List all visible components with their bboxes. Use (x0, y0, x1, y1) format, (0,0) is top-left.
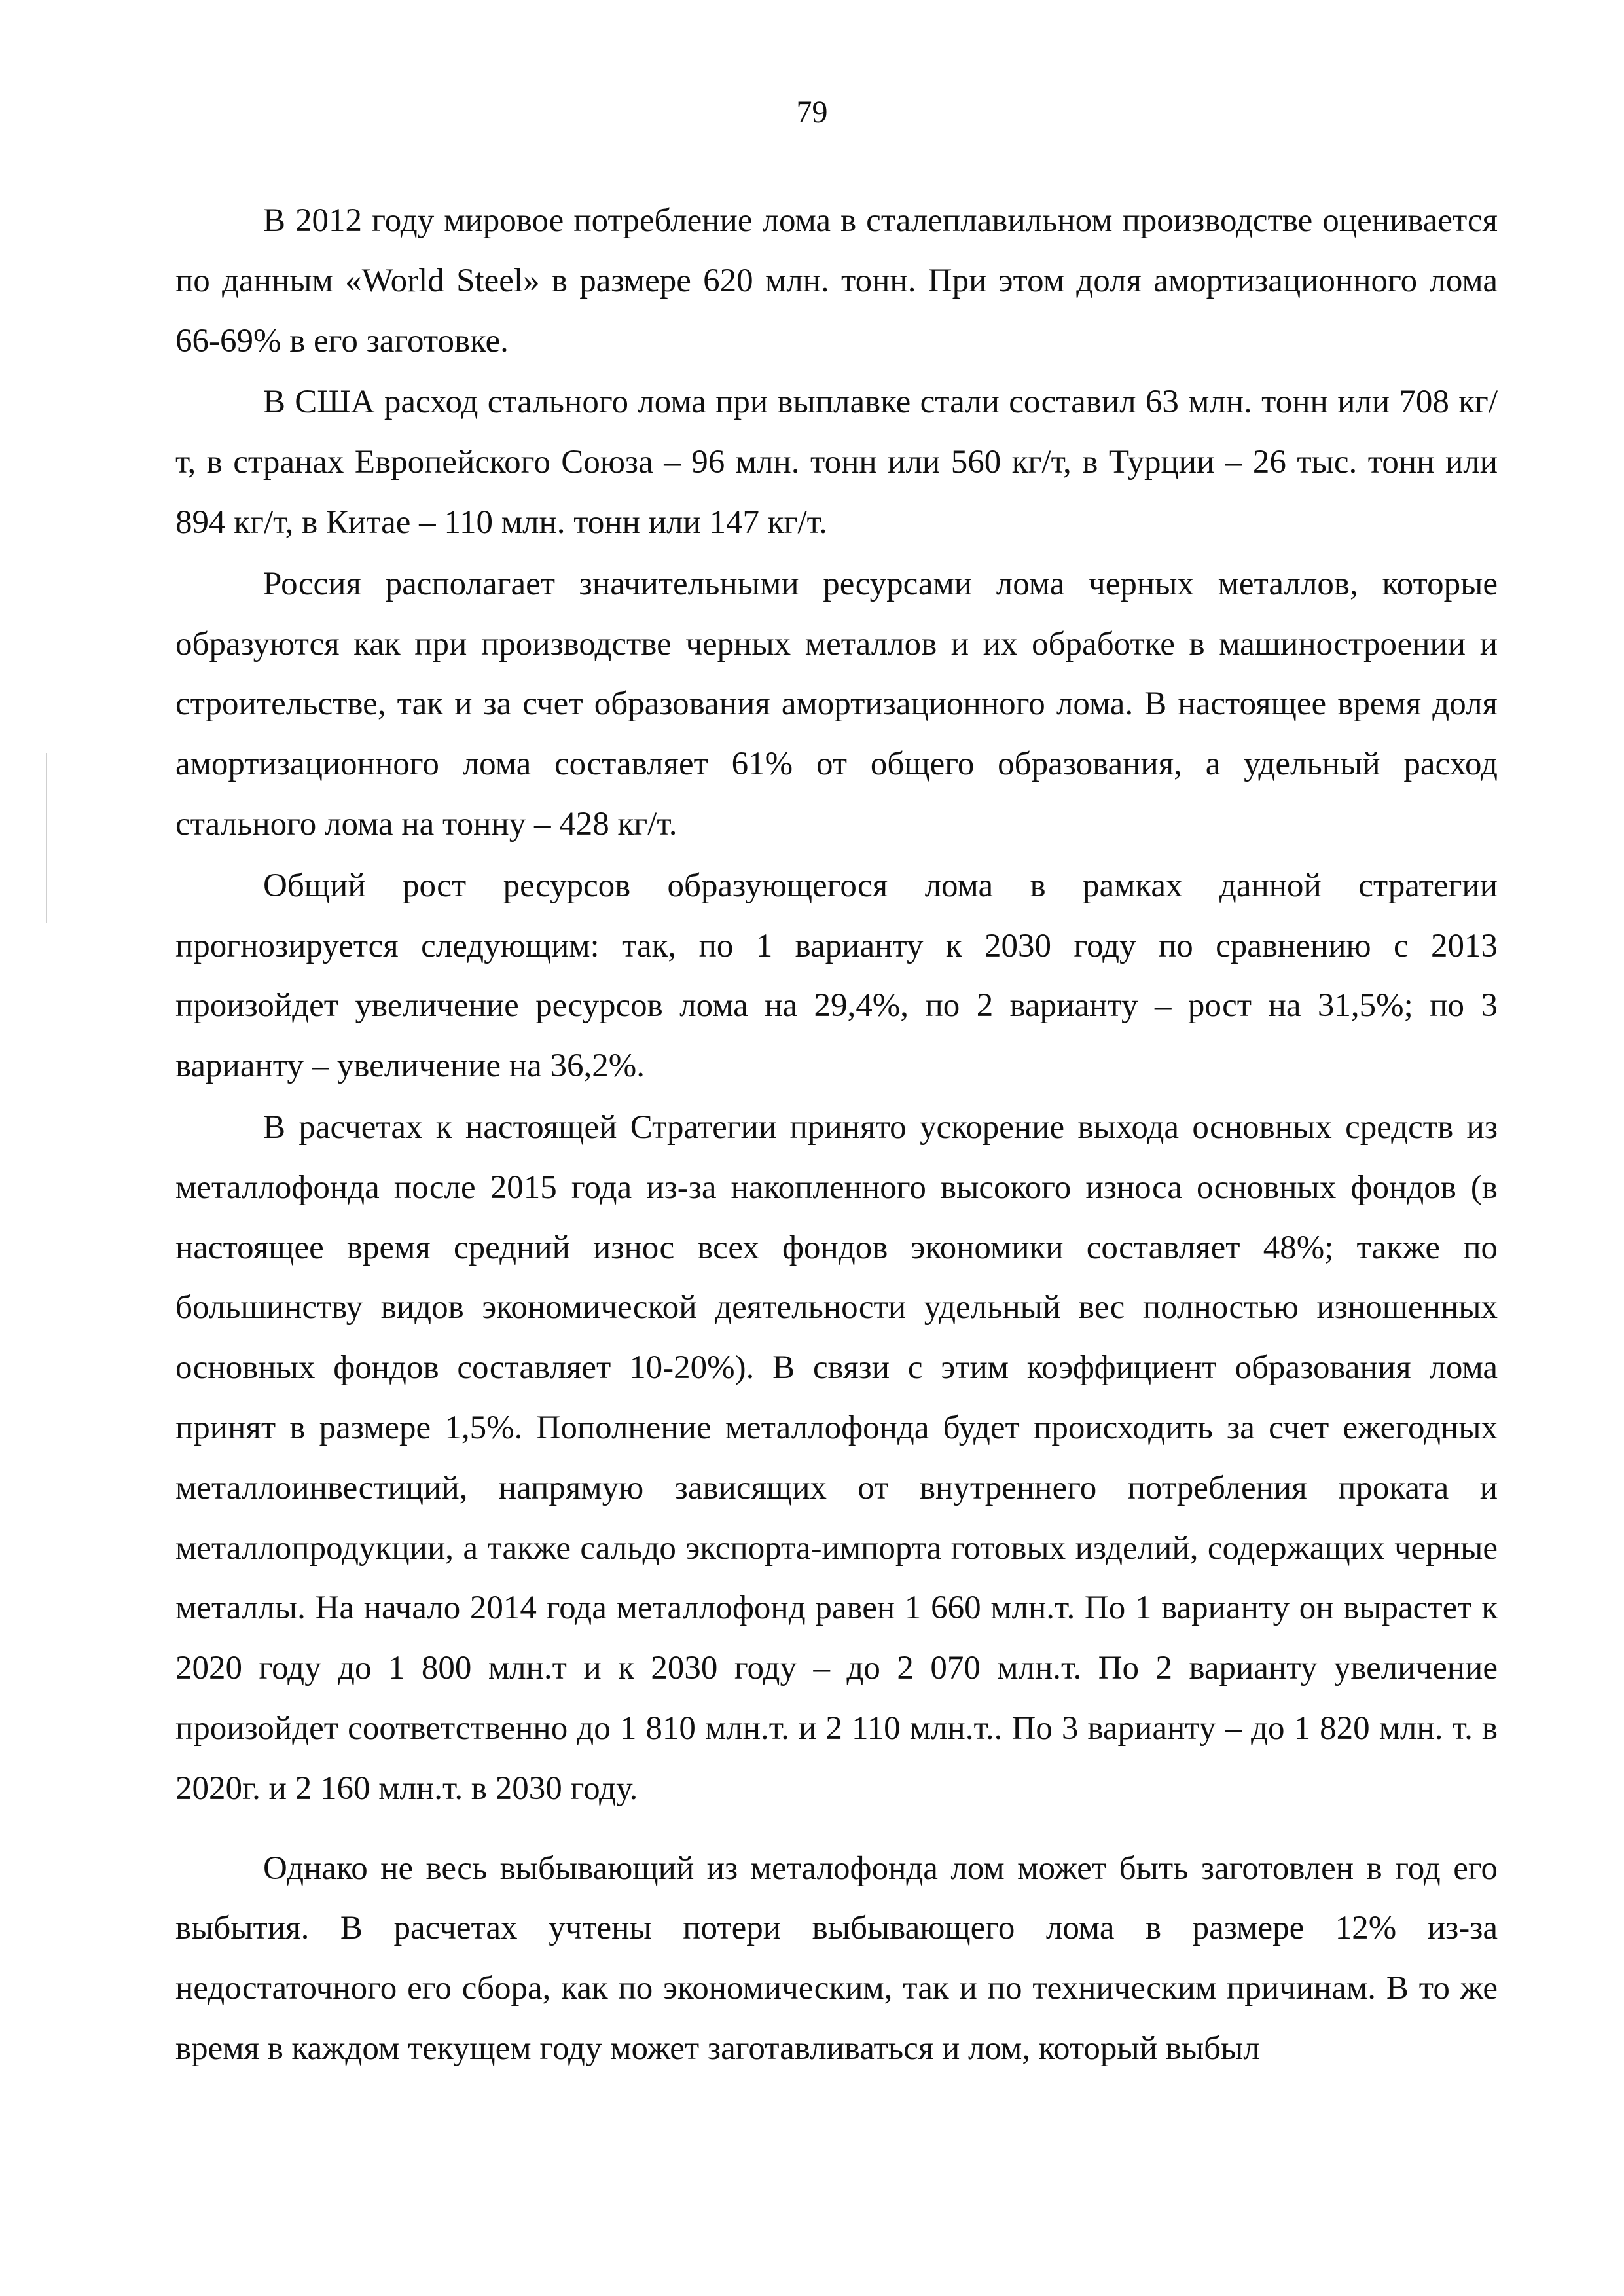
paragraph-russia-scrap-resources: Россия располагает значительными ресурсами лома черных металлов, которые образуются как при производстве черных металлов и их обработке в машиностроении и строительстве, так и за счет образования амортизационного лома. В настоящее время доля амортизационного лома составляет 61% от общего образования, а удельный расход стального лома на тонну – 428 кг/т. (175, 565, 1498, 843)
paragraph-scrap-usage-by-country: В США расход стального лома при выплавке стали составил 63 млн. тонн или 708 кг/т, в странах Европейского Союза – 96 млн. тонн или 560 кг/т, в Турции – 26 тыс. тонн или 894 кг/т, в Китае – 110 млн. тонн или 147 кг/т. (175, 384, 1498, 541)
document-body (175, 191, 1498, 2081)
scan-margin-mark (46, 753, 47, 923)
paragraph-scrap-collection-losses: Однако не весь выбывающий из металофонда лом может быть заготовлен в год его выбытия. В расчетах учтены потери выбывающего лома в размере 12% из-за недостаточного его сбора, как по экономическим, так и по техническим причинам. В то же время в каждом текущем году может заготавливаться и лом, который выбыл (175, 1850, 1498, 2067)
paragraph-world-scrap-consumption: В 2012 году мировое потребление лома в сталеплавильном производстве оценивается по данным «World Steel» в размере 620 млн. тонн. При этом доля амортизационного лома 66-69% в его заготовке. (175, 202, 1498, 359)
paragraph-scrap-growth-forecast: Общий рост ресурсов образующегося лома в рамках данной стратегии прогнозируется следующим: так, по 1 варианту к 2030 году по сравнению с 2013 произойдет увеличение ресурсов лома на 29,4%, по 2 варианту – рост на 31,5%; по 3 варианту – увеличение на 36,2%. (175, 867, 1498, 1085)
paragraph-metal-fund-calculations: В расчетах к настоящей Стратегии принято ускорение выхода основных средств из металлофонда после 2015 года из-за накопленного высокого износа основных фондов (в настоящее время средний износ всех фондов экономики составляет 48%; также по большинству видов экономической деятельности удельный вес полностью изношенных основных фондов составляет 10-20%). В связи с этим коэффициент образования лома принят в размере 1,5%. Пополнение металлофонда будет происходить за счет ежегодных металлоинвестиций, напрямую зависящих от внутреннего потребления проката и металлопродукции, а также сальдо экспорта-импорта готовых изделий, содержащих черные металлы. На начало 2014 года металлофонд равен 1 660 млн.т. По 1 варианту он вырастет к 2020 году до 1 800 млн.т и к 2030 году – до 2 070 млн.т. По 2 варианту увеличение произойдет соответственно до 1 810 млн.т. и 2 110 млн.т.. По 3 варианту – до 1 820 млн. т. в 2020г. и 2 160 млн.т. в 2030 году. (175, 1108, 1498, 1807)
page-number: 79 (796, 95, 828, 130)
